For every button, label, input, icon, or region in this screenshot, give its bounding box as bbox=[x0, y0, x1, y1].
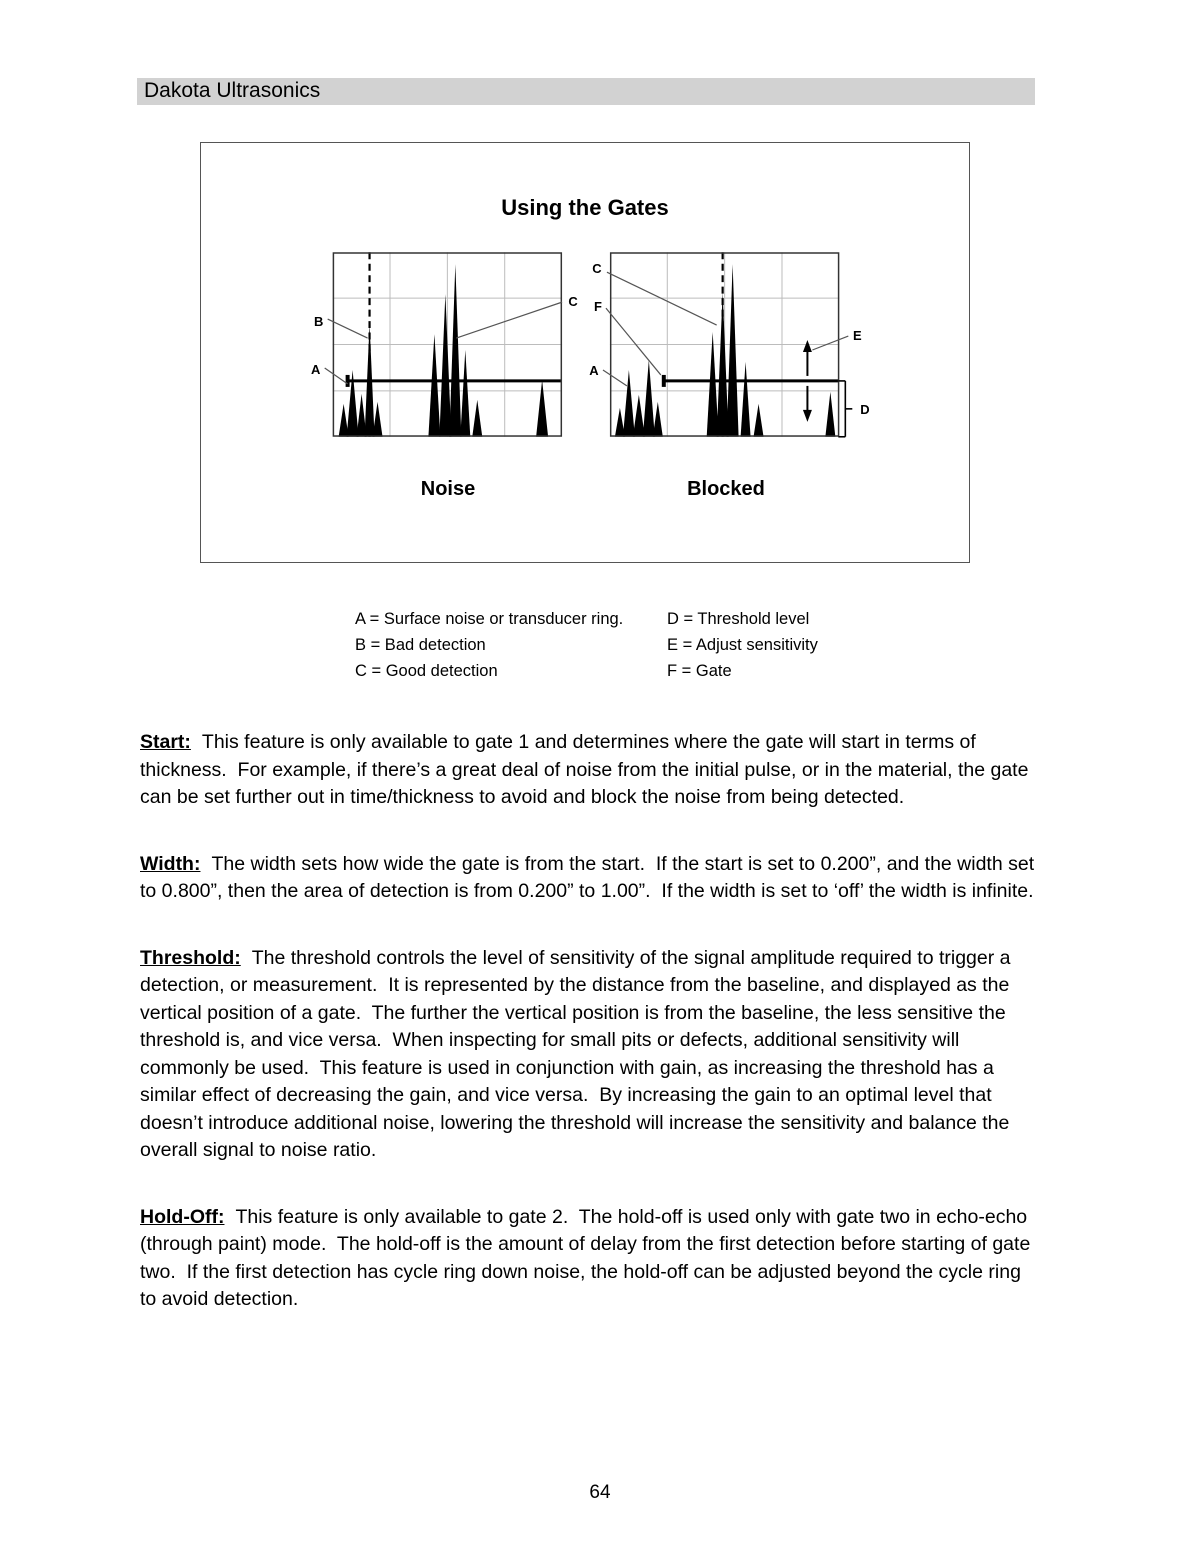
blocked-ascan-diagram bbox=[610, 252, 839, 437]
section-width-body: The width sets how wide the gate is from the start. If the start is set to 0.200”, and the width set to 0.800”, then the area of detection is from 0.200” to 1.00”. If the width is set to ‘off’ the width is infinite. bbox=[140, 852, 1040, 902]
page-header bbox=[137, 78, 1035, 105]
legend-column-2 bbox=[667, 606, 818, 684]
section-holdoff bbox=[140, 1204, 1035, 1314]
noise-ascan-diagram bbox=[333, 252, 562, 437]
section-start-body: This feature is only available to gate 1 and determines where the gate will start in terms of thickness. For example, if there’s a great deal of noise from the initial pulse, or in the material, the gate can be set further out in time/thickness to avoid and block the noise from being detected. bbox=[140, 731, 1034, 808]
label-a-right: A bbox=[589, 362, 599, 378]
section-holdoff-body: This feature is only available to gate 2. The hold-off is used only with gate two in echo-echo (through paint) mode. The hold-off is the amount of delay from the first detection before starting of gate two. If the first detection has cycle ring down noise, the hold-off can be adjusted beyond the cycle ring to avoid detection. bbox=[140, 1205, 1036, 1310]
section-threshold-body: The threshold controls the level of sensitivity of the signal amplitude required to trigger a detection, or measurement. It is represented by the distance from the baseline, and displayed as the vertical position of a gate. The further the vertical position is from the baseline, the less sensitive the threshold is, and vice versa. When inspecting for small pits or defects, additional sensitivity will commonly be used. This feature is used in conjunction with gain, as increasing the threshold has a similar effect of decreasing the gain, and vice versa. By increasing the gain to an optimal level that doesn’t introduce additional noise, lowering the threshold will increase the sensitivity and balance the overall signal to noise ratio. bbox=[140, 946, 1016, 1161]
diagram-captions bbox=[201, 478, 969, 508]
page-number: 64 bbox=[589, 1482, 611, 1503]
label-c-left: C bbox=[568, 294, 578, 310]
legend-item-a: A = Surface noise or transducer ring. bbox=[355, 610, 624, 628]
figure-title: Using the Gates bbox=[501, 195, 669, 220]
section-start bbox=[140, 729, 1035, 812]
legend-item-c: C = Good detection bbox=[355, 662, 498, 680]
label-d: D bbox=[860, 401, 870, 417]
legend-item-e: E = Adjust sensitivity bbox=[667, 636, 818, 654]
legend-item-f: F = Gate bbox=[667, 662, 732, 680]
figure-legend bbox=[355, 606, 1035, 684]
caption-noise: Noise bbox=[420, 478, 476, 500]
caption-blocked: Blocked bbox=[687, 478, 765, 500]
header-title: Dakota Ultrasonics bbox=[144, 79, 321, 102]
threshold-level-bracket bbox=[838, 381, 852, 437]
section-width bbox=[140, 851, 1040, 906]
body-sections bbox=[140, 729, 1040, 1314]
legend-column-1 bbox=[355, 606, 667, 684]
legend-item-b: B = Bad detection bbox=[355, 636, 486, 654]
section-holdoff-heading: Hold-Off: bbox=[140, 1205, 225, 1228]
legend-item-d: D = Threshold level bbox=[667, 610, 810, 628]
section-threshold-heading: Threshold: bbox=[140, 946, 241, 969]
section-start-heading: Start: bbox=[140, 731, 191, 753]
label-c-right: C bbox=[592, 261, 602, 277]
gates-diagram bbox=[201, 245, 969, 455]
label-a-left: A bbox=[311, 361, 321, 377]
label-f: F bbox=[594, 299, 602, 315]
label-b: B bbox=[314, 314, 324, 330]
section-threshold bbox=[140, 945, 1035, 1165]
gates-figure bbox=[200, 142, 970, 563]
section-width-heading: Width: bbox=[140, 852, 201, 875]
label-e: E bbox=[852, 328, 862, 344]
